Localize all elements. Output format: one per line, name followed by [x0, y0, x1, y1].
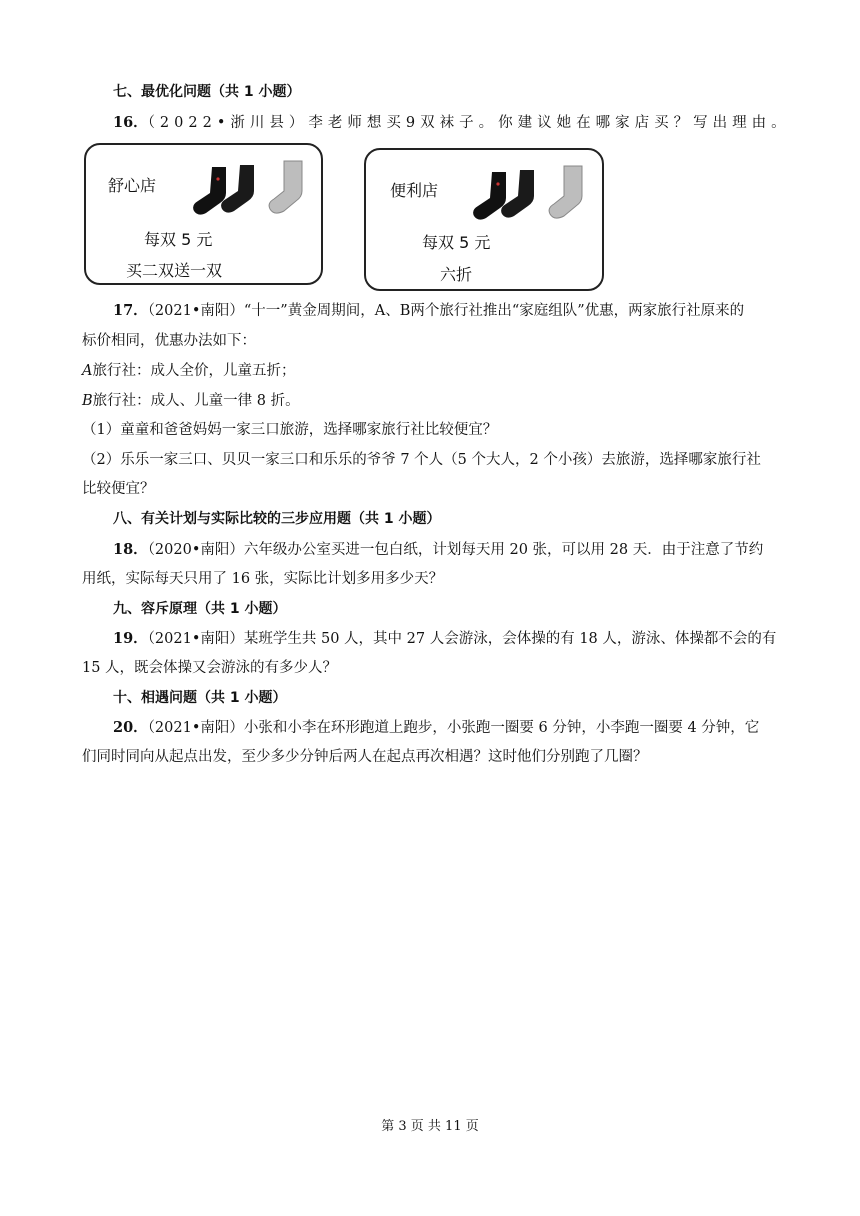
question-19-line-1: 19．（2021•南阳）某班学生共 50 人，其中 27 人会游泳，会体操的有 18 人，游泳、体操都不会的有	[113, 630, 777, 647]
black-sock-icon	[501, 170, 534, 218]
section-7-heading: 七、最优化问题（共 1 小题）	[113, 84, 301, 100]
question-20-line-2: 们同时同向从起点出发，至少多少分钟后两人在起点再次相遇？这时他们分别跑了几圈？	[82, 749, 648, 765]
question-17-number: 17．	[113, 302, 148, 319]
sub-question-2-line-2: 比较便宜？	[82, 481, 155, 497]
shop-deal: 六折	[440, 265, 473, 284]
gray-sock-icon	[549, 166, 582, 218]
section-9-heading: 九、容斥原理（共 1 小题）	[113, 601, 287, 617]
shop-price: 每双 5 元	[144, 230, 213, 249]
shop-name: 舒心店	[108, 176, 157, 195]
question-19-number: 19．	[113, 630, 148, 647]
black-sock-icon	[193, 167, 226, 215]
question-16-number: 16．	[113, 114, 148, 131]
shop-name: 便利店	[390, 181, 439, 200]
section-10-heading: 十、相遇问题（共 1 小题）	[113, 690, 287, 706]
sub-question-1: （1）童童和爸爸妈妈一家三口旅游，选择哪家旅行社比较便宜？	[82, 422, 498, 438]
question-18-number: 18．	[113, 541, 148, 558]
section-8-heading: 八、有关计划与实际比较的三步应用题（共 1 小题）	[113, 511, 441, 527]
question-16-text: （2022•浙川县）李老师想买9双袜子。你建议她在哪家店买？写出理由。	[147, 115, 791, 131]
question-20-line-1: 20．（2021•南阳）小张和小李在环形跑道上跑步，小张跑一圈要 6 分钟，小李跑一圈要 4 分钟，它	[113, 719, 760, 736]
socks-illustration-icon	[472, 164, 598, 224]
black-sock-icon	[473, 172, 506, 220]
shop-card-bianli	[364, 148, 604, 291]
question-20-number: 20．	[113, 719, 148, 736]
question-19-line-2: 15 人，既会体操又会游泳的有多少人？	[82, 660, 338, 676]
question-18-line-2: 用纸，实际每天只用了 16 张，实际比计划多用多少天？	[82, 571, 444, 587]
question-17-line-2: 标价相同，优惠办法如下：	[82, 333, 256, 349]
black-sock-icon	[221, 165, 254, 213]
question-16	[113, 113, 791, 133]
question-17-line-1: 17．（2021•南阳）“十一”黄金周期间，A、B两个旅行社推出“家庭组队”优惠，两家旅行社原来的	[113, 302, 745, 319]
shop-deal: 买二双送一双	[126, 261, 223, 280]
sub-question-2-line-1: （2）乐乐一家三口、贝贝一家三口和乐乐的爷爷 7 个人（5 个大人，2 个小孩）去旅游，选择哪家旅行社	[82, 452, 761, 468]
shop-price: 每双 5 元	[422, 233, 491, 252]
question-18-line-1: 18．（2020•南阳）六年级办公室买进一包白纸，计划每天用 20 张，可以用 28 天．由于注意了节约	[113, 541, 764, 558]
shop-card-shuxin	[84, 143, 323, 285]
socks-illustration-icon	[192, 159, 318, 219]
gray-sock-icon	[269, 161, 302, 213]
page-footer: 第 3 页 共 11 页	[381, 1119, 479, 1134]
option-a: A旅行社：成人全价，儿童五折；	[82, 363, 296, 379]
option-b: B旅行社：成人、儿童一律 8 折。	[82, 393, 300, 409]
